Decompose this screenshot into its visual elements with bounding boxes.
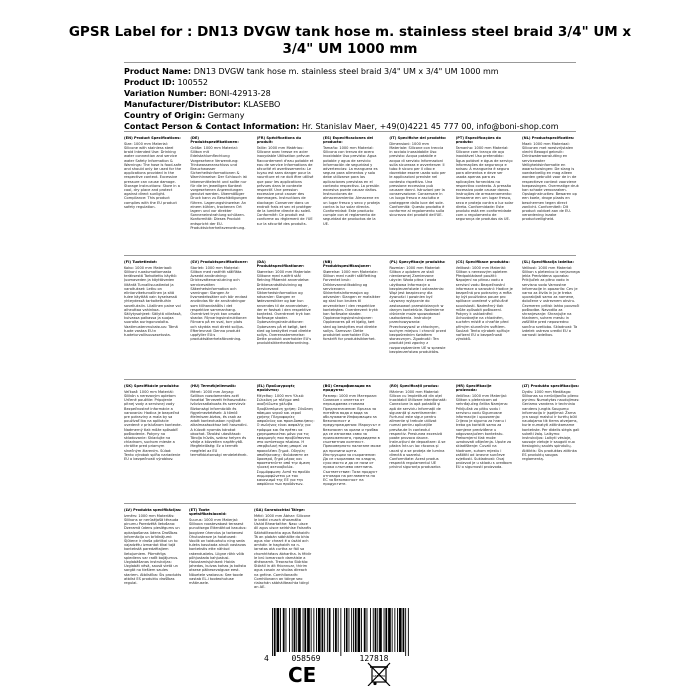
spec-block-text: Storlek: 1000 mm Material: Silikon med rostfritt stålfläta Avsedd användning: Dricksvattenanslutning och servicevatten Säkerhetsinformation och varningar: Slangen är livsmedelssäker och bör endast användas för de användningar som tillhandahålls i det respektive sammanhang. Överdrivet tryck kan orsaka skador. Förvaringsinstruktioner: Förvara på en sval, torr plats och skydda mot direkt solljus. Efterlevnad: Denna produkt uppfyller EU:s produktsäkerhetsförordning. (190, 265, 248, 342)
ean-barcode (262, 606, 416, 664)
barcode-bar (298, 608, 301, 652)
spec-block (124, 384, 182, 502)
barcode-left-digit: 4 (264, 654, 269, 663)
product-name-row: Product Name: DN13 DVGW tank hose m. stainless steel braid 3/4" UM x 3/4" UM 1000 mm (124, 67, 499, 76)
spec-block-text: Size: 1000 mm Material: Silicone with stainless steel braid Intended Use: Drinking water connection and service water Safety Information & Warnings: The hose is food-safe and should only be used for the applications provided in the respective context. Excessive pressure can cause damage. Storage Instructions: Store in a cool, dry place and protect against direct sunlight. Compliance: This product complies with the EU product safety regulation. (124, 141, 182, 209)
spec-block (456, 260, 514, 378)
spec-row-1 (124, 136, 580, 254)
spec-block-text: Izmērs: 1000 mm Materiāls: Silikons ar nerūsējošā tērauda pinumu Paredzētā lietošana: Dzeramā ūdens pieslēgums un apkalpošanas ūdens Drošības informācija un brīdinājumi: Šļūtene ir droša pārtikai un to vajadzētu izmantot tikai tajā kontekstā paredzētajiem lietojumiem. Pārmērīgs spiediens var radīt bojājumus. Uzglabāšanas instrukcijas: Uzglabāt vēsā, sausā vietā un sargāt no tiešiem saules stariem. Atbilstība: Šis produkts atbilst ES produktu drošības regulai. (124, 513, 182, 585)
spec-block (456, 136, 514, 254)
barcode-bar (370, 608, 371, 652)
barcode-bar (313, 608, 314, 652)
spec-block (190, 136, 248, 254)
spec-block-heading: (PL) Specyfikacje produktu: (389, 260, 446, 264)
spec-block-heading: (FR) Spécifications du produit: (256, 136, 302, 145)
barcode-bar (311, 608, 312, 652)
spec-block-heading: (FI) Tuotetiedot: (124, 260, 158, 264)
spec-block (189, 508, 247, 626)
barcode-bar (353, 608, 354, 652)
spec-block-heading: (LT) Produkto specifikacijos: (521, 384, 580, 388)
spec-block-text: Méid: 1000 mm Ábhar: Silicone le bráid cruach dhosmálta Úsáid Bheartaithe: Nasc uisce óil agus uisce seirbhíse Faisnéis Sábháilteachta agus Rabhaidh: Tá an píobán sábháilte do bhia agus níor cheart é a úsáid ach amháin le haghaidh na n-iarratas atá curtha ar fáil sa chomhthéacs ábhartha. Is féidir le brú iomarcach damáiste a dhéanamh. Treoracha Stórála: Stóráil in áit fhionnuar, thirim agus cosain ar sholas díreach na gréine. Comhlíonadh: Comhlíonann an táirge seo rialachán sábháilteachta táirgí an AE. (254, 513, 312, 590)
spec-block-heading: (NB) Produktspesifikasjoner: (322, 260, 372, 269)
divider (124, 62, 576, 63)
divider (124, 379, 576, 380)
spec-block-text: Velikost: 1000 mm Material: Silikon s pletenico iz nerjavnega jekla Predvidena uporaba: Priključek za pitno vodo in servisno vodo Varnostne informacije in opozorila: Cev je varna za živila in jo je treba uporabljati samo za namene, določene v ustreznem okviru. Čezmeren pritisk lahko povzroči poškodbe. Navodila za shranjevanje: Shranjujte na hladnem, suhem mestu in zaščitite pred neposredno sončno svetlobo. Skladnost: Ta izdelek ustreza uredbi EU o varnosti izdelkov. (521, 265, 580, 337)
barcode-bar (373, 608, 374, 652)
barcode-bar (379, 608, 382, 652)
barcode-bar (344, 608, 345, 652)
product-id-row: Product ID: 100552 (124, 78, 208, 87)
barcode-bar (324, 608, 325, 652)
crossed-out-wheelie-bin-icon (368, 663, 390, 686)
spec-block-heading: (SL) Specifikacija izdelka: (521, 260, 574, 264)
spec-row-3 (124, 384, 580, 502)
spec-block (124, 260, 182, 378)
barcode-bar (333, 608, 334, 652)
barcode-bar (346, 608, 348, 652)
barcode-bar (316, 608, 317, 652)
barcode-bar (335, 608, 337, 652)
barcode-bar (388, 608, 391, 652)
spec-block-text: Maat: 1000 mm Materiaal: Siliconen met roestvrijstalen vlecht Beoogd gebruik: Drinkwateraansluiting en servicewater Veiligheidsinformatie en waarschuwingen: De slang is voedselveilig en mag alleen worden gebruikt voor de in de respectieve context voorziene toepassingen. Overmatige druk kan schade veroorzaken. Opslaginstructies: Bewaren op een koele, droge plaats en beschermen tegen direct zonlicht. Conformiteit: Dit product voldoet aan de EU-verordening inzake productveiligheid. (521, 141, 579, 222)
compliance-marks (270, 662, 430, 686)
barcode-bar (272, 608, 273, 656)
spec-block-text: Suurus: 1000 mm Materjal: Silikoon roostevabast terasest punutisega Ettenähtud kasutus: Joogivee ühendus ja tarbevesi Ohutusteave ja hoiatused: Voolik on toiduohutu ning seda tuleks kasutada ainult vastavas kontekstis ette nähtud rakendusteks. Liigne rõhk võib põhjustada kahjustusi. Hoiustamisjuhised: Hoida jahedas, kuivas kohas ja kaitsta otsese päikesevalguse eest. Nõuetele vastavus: See toode vastab EL-i tooteohutuse määrusele. (189, 517, 247, 585)
spec-block-heading: (IT) Specifiche del prodotto: (389, 136, 447, 140)
barcode-bar (364, 608, 366, 652)
barcode-bar (329, 608, 331, 652)
spec-block (257, 136, 315, 254)
spec-block (389, 384, 447, 502)
spec-block-heading: (HU) Termékjellemzők: (190, 384, 237, 388)
spec-block-heading: (NL) Productspecificaties: (521, 136, 575, 140)
spec-block-heading: (HR) Specifikacije proizvoda: (455, 384, 492, 393)
spec-block-text: Tamaño: 1000 mm Material: Silicona con trenza de acero inoxidable Uso previsto: Agua potable y agua de servicio Información de seguridad y advertencias: La manguera es segura para alimentos y solo debe utilizarse para las aplicaciones previstas en el contexto respectivo. La presión excesiva puede causar daños. Instrucciones de almacenamiento: Almacene en un lugar fresco y seco y proteja contra la luz solar directa. Conformidad: Este producto cumple con el reglamento de seguridad de productos de la UE. (322, 145, 380, 226)
spec-block-heading: (PT) Especificações do produto: (455, 136, 501, 145)
spec-block (257, 260, 315, 378)
barcode-bar (304, 608, 306, 652)
spec-block (323, 136, 381, 254)
barcode-bar (355, 608, 357, 652)
spec-block-text: Veľkosť: 1000 mm Materiál: Silikón s nerezovým opletom Určené použitie: Pripojenie pitnej vody a servisnej vody Bezpečnostné informácie a varovania: Hadica je bezpečná pre potraviny a mala by sa používať iba na aplikácie uvedené v príslušnom kontexte. Nadmerný tlak môže spôsobiť poškodenie. Pokyny na skladovanie: Skladujte na chladnom, suchom mieste a chráňte pred priamym slnečným žiarením. Súlad: Tento výrobok spĺňa nariadenie EÚ o bezpečnosti výrobkov. (124, 389, 182, 461)
barcode-bar (377, 608, 378, 652)
spec-row-2 (124, 260, 580, 378)
barcode-bar (375, 608, 377, 652)
spec-block (124, 508, 182, 626)
spec-block-heading: (EN) Product Specifications: (124, 136, 181, 140)
spec-block-heading: (DE) Produktspezifikationen: (190, 136, 239, 145)
spec-block-text: Größe: 1000 mm Material: Silikon mit Edelstahlumflechtung Vorgesehene Verwendung: Trinkwasseranschluss und Brauchwasser Sicherheitsinformationen & Warnhinweise: Der Schlauch ist lebensmittelecht und sollte nur für die im jeweiligen Kontext vorgesehenen Anwendungen genutzt werden. Übermäßiger Druck kann zu Beschädigungen führen. Lagerungshinweise: An einem kühlen, trockenen Ort lagern und vor direkter Sonneneinstrahlung schützen. Konformität: Dieses Produkt entspricht der EU-Produktsicherheitsverordnung. (190, 145, 248, 230)
variation-number-row: Variation Number: BONI-42913-28 (124, 89, 271, 98)
spec-block-text: Tamanho: 1000 mm Material: Silicone com trança de aço inoxidável Uso pretendido: Água potável e água de serviço Informações de segurança e avisos: A mangueira é segura para alimentos e deve ser usada apenas para as aplicações fornecidas no respectivo contexto. A pressão excessiva pode causar danos. Instruções de armazenamento: Armazene em um lugar fresco, seco e proteja contra a luz solar direta. Conformidade: Este produto está em conformidade com o regulamento de segurança de produtos da UE. (455, 145, 514, 222)
spec-block (323, 260, 381, 378)
spec-block-heading: (ES) Especificaciones del producto: (322, 136, 374, 145)
spec-block (323, 384, 381, 502)
country-row: Country of Origin: Germany (124, 111, 245, 120)
spec-block-heading: (BG) Спецификации на продукта: (322, 384, 371, 393)
spec-block-heading: (SV) Produktspecifikationer: (190, 260, 248, 264)
divider (124, 131, 576, 132)
barcode-bar (397, 608, 398, 652)
spec-block-heading: (CS) Specifikace produktu: (455, 260, 510, 264)
barcode-bar (322, 608, 324, 652)
barcode-bar (274, 608, 276, 656)
barcode-bar (286, 608, 287, 652)
spec-block-heading: (GA) Sonraíochtaí Táirge: (254, 508, 305, 512)
spec-block-heading: (EL) Προδιαγραφές προϊόντος: (256, 384, 295, 393)
barcode-bar (349, 608, 350, 652)
spec-block-text: Dimensioni: 1000 mm Materiale: Silicone con treccia in acciaio inossidabile Uso previsto: Acqua potabile e acqua di servizio Informazioni sulla sicurezza e avvertenze: Il tubo è sicuro per il cibo e dovrebbe essere usato solo per le applicazioni previste nel contesto rispettivo. Una pressione eccessiva può causare danni. Istruzioni per la conservazione: Conservare in un luogo fresco e asciutto e proteggere dalla luce del sole. Conformità: Questo prodotto è conforme al regolamento sulla sicurezza dei prodotti dell'UE. (389, 141, 446, 218)
ce-mark: CE (288, 663, 317, 686)
barcode-bar (367, 608, 368, 652)
spec-block-heading: (RO) Specificații produs: (389, 384, 439, 388)
spec-block (389, 260, 447, 378)
barcode-bar (351, 608, 352, 652)
divider (124, 255, 576, 256)
spec-block (124, 136, 182, 254)
barcode-bar (394, 608, 395, 652)
barcode-bar (361, 608, 362, 652)
spec-block-text: Méret: 1000 mm Anyag: Szilikon rozsdamentes acél fonattal Tervezett felhasználás: Ivóvízcsatlakozás és szervizvíz Biztonsági információk és figyelmeztetések: A tömlő élelmiszer-biztos, és csak az adott kontextusban nyújtott alkalmazásokhoz kell használni. A túlzott nyomás károkat okozhat. Tárolási utasítások: Tárolja hűvös, száraz helyen és védje a közvetlen napfénytől. Megfelelőség: Ez a termék megfelel az EU termékbiztonsági rendeletének. (190, 389, 248, 457)
barcode-bar (340, 608, 341, 656)
barcode-bar (384, 608, 385, 652)
weee-label: GEBÜHR (372, 674, 386, 678)
spec-block-text: Størrelse: 1000 mm Materiale: Silikon med rustfri stålfletting Forventet bruk: Drikkevannstilkobling og servicevann Sikkerhetsinformasjon og advarsler: Slangen er matsikker og skal kun brukes til anvendelser i den respektive konteksten. Overdrevent trykk kan forårsake skader. Oppbevaringsinstruksjoner: Oppbevares på et kjølig, tørt sted og beskyttes mot direkte sollys. Samsvar: Dette produktet overholder EUs forskrift for produktsikkerhet. (322, 269, 381, 342)
barcode-bar (292, 608, 293, 652)
barcode-bar (338, 608, 339, 652)
barcode-bar (280, 608, 281, 652)
spec-block-heading: (DA) Produktspecifikationer: (256, 260, 305, 269)
barcode-bar (392, 608, 393, 652)
spec-block (522, 260, 580, 378)
spec-block-heading: (SK) Špecifikácie produktu: (124, 384, 180, 388)
barcode-bar (318, 608, 321, 652)
barcode-bar (296, 608, 297, 652)
spec-block (522, 136, 580, 254)
barcode-bar (277, 608, 280, 652)
barcode-bar (289, 608, 290, 652)
barcode-group-2: 127818 (359, 654, 389, 663)
barcode-bar (327, 608, 328, 652)
spec-block-text: Размер: 1000 mm Материал: Силикон с оплетка от неръждаема стомана Предназначение: Връзка за питейна вода и вода за обслужване Информация за безопасност и предупреждения: Маркучът е безопасен за храни и трябва да се използва само за приложенията, предвидени в съответния контекст. Прекомерното налягане може да причини щети. Инструкции за съхранение: Да се съхранява на хладно, сухо място и да се пази от пряка слънчева светлина. Съответствие: Този продукт отговаря на регламента на ЕС за безопасност на продуктите. (322, 393, 381, 487)
spec-block-text: Μέγεθος: 1000 mm Υλικό: Σιλικόνη με πλέγμα από ανοξείδωτο χάλυβα Προβλεπόμενη χρήση: Σύνδεση πόσιμου νερού και νερού χρήσης Πληροφορίες ασφαλείας και προειδοποιήσεις: Ο σωλήνας είναι ασφαλής για τρόφιμα και θα πρέπει να χρησιμοποιείται μόνο για τις εφαρμογές που προβλέπονται στο αντίστοιχο πλαίσιο. Η υπερβολική πίεση μπορεί να προκαλέσει ζημιά. Οδηγίες αποθήκευσης: Φυλάσσετε σε δροσερό, ξηρό μέρος και προστατεύετε από την άμεση ηλιακή ακτινοβολία. Συμμόρφωση: Αυτό το προϊόν συμμορφώνεται με τον κανονισμό της ΕΕ για την ασφάλεια των προϊόντων. (256, 393, 315, 487)
barcode-bar (303, 608, 304, 652)
barcode-bar (399, 608, 402, 652)
spec-block-text: Velikost: 1000 mm Materiál: Silikon s nerezovým opletem Předpokládané použití: Napojení na pitnou vodu a servisní vodu Bezpečnostní informace a varování: Hadice je bezpečná pro potraviny a měla by být používána pouze pro aplikace uvedené v příslušné souvislosti. Nadměrný tlak může způsobit poškození. Pokyny k uskladnění: Uchovávejte na chladném, suchém místě a chraňte před přímým slunečním světlem. Soulad: Tento výrobek splňuje nařízení EU o bezpečnosti výrobků. (455, 265, 513, 342)
spec-block-text: Mărime: 1000 mm Material: Silicon cu împletitură din oțel inoxidabil Utilizare intenționată: Conexiune la apă potabilă și apă de serviciu Informații de siguranță și avertismente: Furtunul este sigur pentru alimente și trebuie utilizat numai pentru aplicațiile prevăzute în contextul respectiv. Presiunea excesivă poate provoca daune. Instrucțiuni de depozitare: A se păstra într-un loc răcoros și uscat și a se proteja de lumina directă a soarelui. Conformitate: Acest produs respectă regulamentul UE privind siguranța produselor. (389, 389, 447, 470)
spec-block-text: Taille: 1000 mm Matériau: Silicone avec tresse en acier inoxydable Utilisation prévue: Raccordement d'eau potable et eau de service Informations de sécurité et avertissements: Le tuyau est sans danger pour la nourriture et ne doit être utilisé que pour les applications prévues dans le contexte respectif. Une pression excessive peut causer des dommages. Instructions de stockage: Conserver dans un endroit frais et sec et protéger de la lumière directe du soleil. Conformité: Ce produit est conforme au règlement de l'UE sur la sécurité des produits. (256, 145, 314, 226)
contact-row: Contact Person & Contact Information: Hr. Stanislav Maer, +49(0)4221 45 777 00, info@boni-shop.com (124, 122, 559, 131)
spec-block-heading: (ET) Toote spetsifikatsioonid: (189, 508, 227, 517)
spec-block (522, 384, 580, 502)
divider (124, 503, 576, 504)
label-title: GPSR Label for : DN13 DVGW tank hose m. stainless steel braid 3/4" UM x 3/4" UM 1000 mm (68, 24, 632, 57)
spec-block-text: Koko: 1000 mm Materiaali: Silikoni ruostumattomasta teräksestä Tarkoitettu käyttö: Juomaveden ja käyttöveden liitäntä Turvallisuustiedot ja varoitukset: Letku on elintarviketurvallinen ja sitä tulee käyttää vain kyseisessä yhteydessä tarkoitettuihin sovelluksiin. Liiallinen paine voi aiheuttaa vahinkoa. Säilytysohjeet: Säilytä viileässä, kuivassa paikassa ja suojaa suoralta auringonvalolta. Vaatimustenmukaisuus: Tämä tuote vastaa EU:n tuoteturvallisuusasetusta. (124, 265, 182, 337)
barcode-bar (408, 608, 409, 656)
spec-block-text: Størrelse: 1000 mm Materiale: Silikone med rustfrit stål fletning Påtænkt anvendelse: Drikkevandstilslutning og servicevand Sikkerhedsinformation og advarsler: Slangen er fødevaresikker og bør kun anvendes til de anvendelser, der er fastsat i den respektive kontekst. Overdrevet tryk kan forårsage skader. Opbevaringsinstruktioner: Opbevares på et køligt, tørt sted og beskyttet mod direkte sollys. Overensstemmelse: Dette produkt overholder EU's produktsikkerhedsforordning. (256, 269, 312, 346)
barcode-group-1: 058569 (291, 654, 321, 663)
barcode-bar (358, 608, 361, 652)
spec-block-text: Rozmiar: 1000 mm Materiał: Silikon z oplotem ze stali nierdzewnej Zamierzone użycie: Woda pitna i woda użytkowa Informacje o bezpieczeństwie i ostrzeżenia: Wąż jest bezpieczny dla żywności i powinien być używany wyłącznie do zastosowań przewidzianych w danym kontekście. Nadmierne ciśnienie może spowodować uszkodzenia. Instrukcje przechowywania: Przechowywać w chłodnym, suchym miejscu i chronić przed bezpośrednim światłem słonecznym. Zgodność: Ten produkt jest zgodny z rozporządzeniem UE w sprawie bezpieczeństwa produktów. (389, 265, 446, 354)
product-info (124, 66, 584, 132)
barcode-bar (307, 608, 310, 652)
manufacturer-row: Manufacturer/Distributor: KLASEBO (124, 100, 281, 109)
barcode-bar (403, 608, 405, 652)
barcode-bar (294, 608, 296, 652)
spec-block (389, 136, 447, 254)
spec-block (190, 260, 248, 378)
spec-block-text: Dydis: 1000 mm Medžiaga: Silikonas su nerūdijančio plieno pynimu Numatytas naudojimas: Geriamo vandens ir techninio vandens jungtis Saugumo informacija ir įspėjimai: Žarna yra saugi maistui ir turėtų būti naudojama tik tiems atvejams, kurie numatyti atitinkamame kontekste. Per didelis slėgis gali sukelti žalą. Laikymo instrukcijos: Laikyti vėsioje, sausoje vietoje ir saugoti nuo tiesioginių saulės spindulių. Atitiktis: Šis produktas atitinka ES produktų saugos reglamentą. (521, 389, 580, 461)
barcode-bar (385, 608, 387, 652)
spec-block-heading: (LV) Produkta specifikācijas: (124, 508, 182, 512)
spec-block (456, 384, 514, 502)
spec-block (257, 384, 315, 502)
barcode-bar (405, 608, 406, 656)
barcode-bar (283, 608, 285, 652)
spec-block-text: Veličina: 1000 mm Materijal: Silikon s pletenicom od nehrđajućeg čelika Namjena: Priključak za pitku vodu i servisnu vodu Sigurnosne informacije i upozorenja: Crijevo je sigurno za hranu i treba ga koristiti samo za namjene predviđene u odgovarajućem kontekstu. Prekomjerni tlak može uzrokovati oštećenja. Upute za skladištenje: Čuvati na hladnom, suhom mjestu i zaštititi od izravne sunčeve svjetlosti. Sukladnost: Ovaj proizvod je u skladu s uredbom EU o sigurnosti proizvoda. (455, 393, 512, 470)
spec-block (190, 384, 248, 502)
